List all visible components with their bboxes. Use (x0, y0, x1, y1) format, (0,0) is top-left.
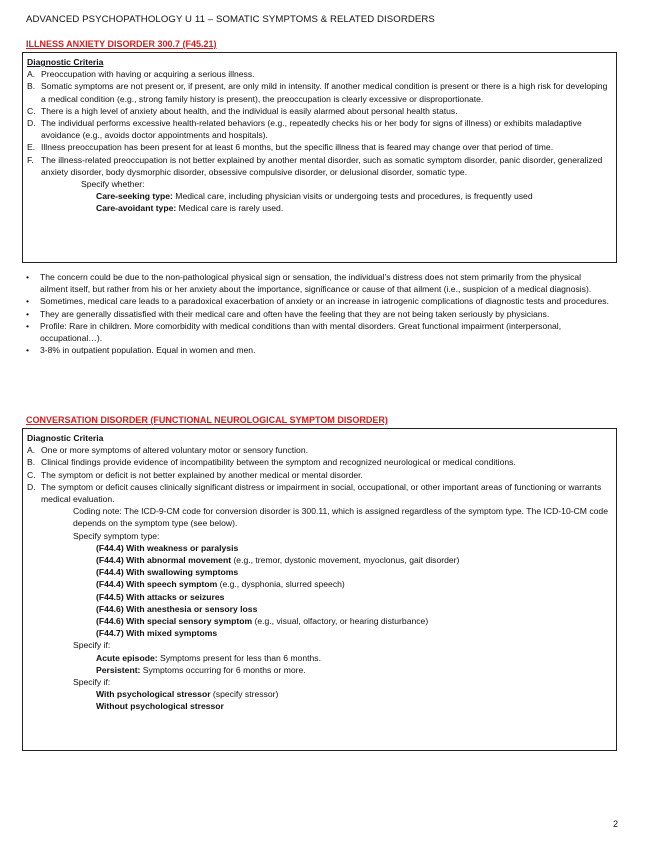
specify-symptom-label: Specify symptom type: (73, 530, 160, 541)
bullet-dot: • (26, 345, 30, 356)
criterion-letter: D. (27, 118, 36, 129)
bullet-text: The concern could be due to the non-pathological physical sign or sensation, the individual’s distress does not stem primarily from the physical ailment itself, but rather from his or her anxiety about the importance, significance or cause of that ailment (i.e., suspicion of a medical diagnosis). (40, 272, 592, 295)
criterion-item (27, 80, 612, 104)
criterion-letter: B. (27, 81, 36, 92)
stressor-list (27, 688, 612, 712)
section-heading-illness-anxiety: ILLNESS ANXIETY DISORDER 300.7 (F45.21) (26, 39, 217, 49)
criterion-item (27, 481, 612, 505)
criteria-list (27, 444, 612, 505)
criterion-letter: B. (27, 457, 36, 468)
bullet-item (26, 344, 611, 356)
criterion-letter: D. (27, 481, 36, 492)
criterion-letter: A. (27, 445, 36, 456)
care-type-row: Care-avoidant type: Medical care is rarely used. (96, 203, 284, 214)
criterion-letter: F. (27, 154, 34, 165)
specifier-item: Without psychological stressor (96, 701, 224, 712)
criterion-text: The symptom or deficit causes clinically significant distress or impairment in social, occupational, or other important areas of functioning or warrants medical evaluation. (41, 481, 602, 505)
criterion-item (27, 68, 612, 80)
criterion-text: There is a high level of anxiety about health, and the individual is easily alarmed about personal health status. (41, 105, 458, 116)
bullet-item (26, 320, 611, 344)
symptom-type-list (27, 542, 612, 640)
specifier-item: With psychological stressor (specify stressor) (96, 689, 279, 700)
criterion-letter: C. (27, 105, 36, 116)
specifier-item: (F44.6) With special sensory symptom (e.g., visual, olfactory, or hearing disturbance) (96, 616, 429, 627)
bullet-item (26, 308, 611, 320)
notes-bullet-list (26, 271, 611, 356)
criterion-item (27, 444, 612, 456)
criterion-item (27, 117, 612, 141)
coding-note: Coding note: The ICD-9-CM code for conversion disorder is 300.11, which is assigned regardless of the symptom type. The ICD-10-CM code depends on the symptom type (see below). (73, 506, 608, 529)
bullet-text: Sometimes, medical care leads to a paradoxical exacerbation of anxiety or an increase in iatrogenic complications of diagnostic tests and procedures. (40, 296, 609, 307)
bullet-item (26, 295, 611, 307)
criterion-text: The symptom or deficit is not better explained by another medical or mental disorder. (41, 469, 363, 480)
bullet-item (26, 271, 611, 295)
criterion-text: One or more symptoms of altered voluntary motor or sensory function. (41, 445, 308, 456)
specify-if-label: Specify if: (73, 677, 111, 688)
specifier-item: (F44.6) With anesthesia or sensory loss (96, 603, 258, 614)
specifier-item: (F44.5) With attacks or seizures (96, 591, 225, 602)
criteria-list (27, 68, 612, 178)
diagnostic-criteria-box-2 (22, 428, 617, 751)
criterion-letter: C. (27, 469, 36, 480)
criterion-text: Illness preoccupation has been present for at least 6 months, but the specific illness that is feared may change over that period of time. (41, 142, 554, 153)
box-title: Diagnostic Criteria (27, 57, 104, 67)
criterion-item (27, 141, 612, 153)
criterion-item (27, 105, 612, 117)
specifier-item: (F44.4) With abnormal movement (e.g., tremor, dystonic movement, myoclonus, gait disorder) (96, 555, 460, 566)
criterion-item (27, 154, 612, 178)
bullet-dot: • (26, 320, 30, 331)
criterion-text: Preoccupation with having or acquiring a serious illness. (41, 69, 255, 80)
specifier-item: (F44.4) With speech symptom (e.g., dysphonia, slurred speech) (96, 579, 345, 590)
criterion-item (27, 456, 612, 468)
bullet-text: They are generally dissatisfied with their medical care and often have the feeling that they are not being taken seriously by physicians. (40, 308, 550, 319)
criterion-text: Somatic symptoms are not present or, if present, are only mild in intensity. If another medical condition is present or there is a high risk for developing a medical condition (e.g., strong family history is present), the preoccupation is clearly excessive or disproportionate. (41, 81, 608, 104)
specifier-item: (F44.4) With weakness or paralysis (96, 542, 239, 553)
box-title: Diagnostic Criteria (27, 433, 104, 443)
criterion-letter: E. (27, 142, 36, 153)
criterion-item (27, 469, 612, 481)
specify-label: Specify whether: (81, 179, 145, 190)
criterion-letter: A. (27, 69, 36, 80)
care-type-row: Care-seeking type: Medical care, including physician visits or undergoing tests and procedures, is frequently used (96, 191, 533, 202)
specifier-item: Acute episode: Symptoms present for less than 6 months. (96, 652, 321, 663)
bullet-dot: • (26, 272, 30, 282)
bullet-dot: • (26, 308, 30, 319)
section-heading-conversion: CONVERSATION DISORDER (FUNCTIONAL NEUROLOGICAL SYMPTOM DISORDER) (26, 415, 388, 425)
bullet-text: Profile: Rare in children. More comorbidity with medical conditions than with mental disorders. Great functional impairment (interpersonal, occupational…). (40, 320, 562, 344)
bullet-text: 3-8% in outpatient population. Equal in women and men. (40, 345, 256, 356)
criterion-text: The individual performs excessive health-related behaviors (e.g., repeatedly checks his or her body for signs of illness) or exhibits maladaptive avoidance (e.g., avoids doctor appointments and hospitals). (41, 118, 582, 141)
criterion-text: Clinical findings provide evidence of incompatibility between the symptom and recognized neurological or medical conditions. (41, 457, 516, 468)
page-title: ADVANCED PSYCHOPATHOLOGY U 11 – SOMATIC SYMPTOMS & RELATED DISORDERS (26, 14, 435, 25)
episode-list (27, 652, 612, 676)
bullet-dot: • (26, 296, 30, 307)
specify-if-label: Specify if: (73, 640, 111, 651)
specifier-item: Persistent: Symptoms occurring for 6 months or more. (96, 664, 306, 675)
page-number: 2 (613, 819, 619, 829)
diagnostic-criteria-box-1 (22, 52, 617, 263)
specifier-item: (F44.7) With mixed symptoms (96, 628, 218, 639)
specifier-item: (F44.4) With swallowing symptoms (96, 567, 239, 578)
criterion-text: The illness-related preoccupation is not better explained by another mental disorder, such as somatic symptom disorder, panic disorder, generalized anxiety disorder, body dysmorphic disorder, obsessive compulsive disorder, or delusional disorder, somatic type. (41, 154, 603, 177)
